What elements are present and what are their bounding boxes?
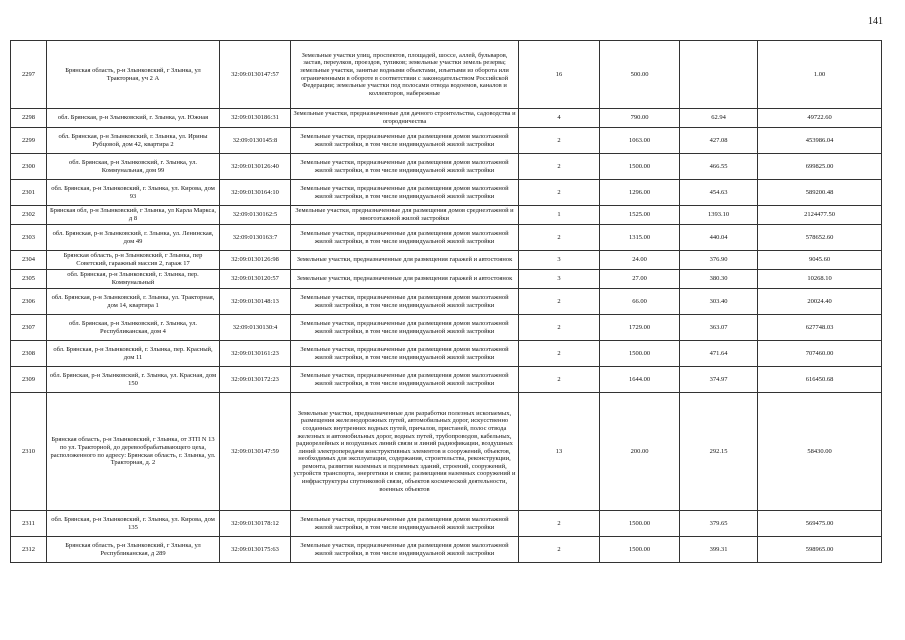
address-cell: обл. Брянская, р-н Злынковский, г. Злынка, ул. Ленинская, дом 49: [47, 225, 220, 251]
cadastral-value-cell: 616450.68: [758, 367, 882, 393]
address-cell: обл. Брянская, р-н Злынковский, г. Злынка, ул. Кирова, дом 93: [47, 180, 220, 206]
cadastral-number-cell: 32:09:0130130:4: [220, 315, 291, 341]
use-code-cell: 2: [519, 180, 600, 206]
address-cell: Брянская область, р-н Злынковский, г Злынка, ул Республиканская, д 289: [47, 537, 220, 563]
row-number-cell: 2312: [11, 537, 47, 563]
specific-value-cell: 292.15: [680, 393, 758, 511]
specific-value-cell: 303.40: [680, 289, 758, 315]
cadastral-value-cell: 589200.48: [758, 180, 882, 206]
specific-value-cell: 380.30: [680, 270, 758, 289]
cadastral-number-cell: 32:09:0130161:23: [220, 341, 291, 367]
cadastral-number-cell: 32:09:0130148:13: [220, 289, 291, 315]
specific-value-cell: 374.97: [680, 367, 758, 393]
table-row: [11, 180, 882, 206]
row-number-cell: 2305: [11, 270, 47, 289]
row-number-cell: 2306: [11, 289, 47, 315]
table-row: [11, 251, 882, 270]
cadastral-value-cell: 627748.03: [758, 315, 882, 341]
area-cell: 1500.00: [600, 511, 680, 537]
land-use-cell: Земельные участки, предназначенные для размещения гаражей и автостоянок: [291, 270, 519, 289]
use-code-cell: 1: [519, 206, 600, 225]
cadastral-value-cell: 578652.60: [758, 225, 882, 251]
land-use-cell: Земельные участки, предназначенные для размещения домов малоэтажной жилой застройки, в том числе индивидуальной жилой застройки: [291, 180, 519, 206]
area-cell: 1729.00: [600, 315, 680, 341]
cadastral-value-cell: 699825.00: [758, 154, 882, 180]
table-row: [11, 270, 882, 289]
area-cell: 27.00: [600, 270, 680, 289]
use-code-cell: 2: [519, 315, 600, 341]
cadastral-value-cell: 20024.40: [758, 289, 882, 315]
address-cell: Брянская область, р-н Злынковский, г Злынка, пер Советский, гаражный массив 2, гараж 17: [47, 251, 220, 270]
row-number-cell: 2302: [11, 206, 47, 225]
use-code-cell: 13: [519, 393, 600, 511]
address-cell: обл. Брянская, р-н Злынковский, г. Злынка, ул. Красная, дом 150: [47, 367, 220, 393]
address-cell: обл. Брянская, р-н Злынковский, г. Злынка, пер. Красный, дом 11: [47, 341, 220, 367]
use-code-cell: 3: [519, 251, 600, 270]
cadastral-number-cell: 32:09:0130178:12: [220, 511, 291, 537]
cadastral-number-cell: 32:09:0130175:63: [220, 537, 291, 563]
area-cell: 1500.00: [600, 341, 680, 367]
land-use-cell: Земельные участки, предназначенные для размещения домов малоэтажной жилой застройки, в том числе индивидуальной жилой застройки: [291, 511, 519, 537]
use-code-cell: 16: [519, 41, 600, 109]
specific-value-cell: 454.63: [680, 180, 758, 206]
land-use-cell: Земельные участки, предназначенные для размещения домов малоэтажной жилой застройки, в том числе индивидуальной жилой застройки: [291, 225, 519, 251]
row-number-cell: 2301: [11, 180, 47, 206]
specific-value-cell: 62.94: [680, 109, 758, 128]
address-cell: Брянская область, р-н Злынковский, г Злынка, ул Тракторная, уч 2 А: [47, 41, 220, 109]
cadastral-value-cell: 598965.00: [758, 537, 882, 563]
cadastral-number-cell: 32:09:0130126:98: [220, 251, 291, 270]
area-cell: 1500.00: [600, 154, 680, 180]
cadastral-value-cell: 453986.04: [758, 128, 882, 154]
specific-value-cell: 427.08: [680, 128, 758, 154]
area-cell: 500.00: [600, 41, 680, 109]
row-number-cell: 2310: [11, 393, 47, 511]
land-use-cell: Земельные участки, предназначенные для размещения домов малоэтажной жилой застройки, в том числе индивидуальной жилой застройки: [291, 289, 519, 315]
table-body: [11, 41, 882, 563]
row-number-cell: 2303: [11, 225, 47, 251]
cadastral-number-cell: 32:09:0130164:10: [220, 180, 291, 206]
specific-value-cell: 471.64: [680, 341, 758, 367]
land-use-cell: Земельные участки, предназначенные для размещения домов малоэтажной жилой застройки, в том числе индивидуальной жилой застройки: [291, 367, 519, 393]
cadastral-value-cell: 10268.10: [758, 270, 882, 289]
land-use-cell: Земельные участки, предназначенные для размещения гаражей и автостоянок: [291, 251, 519, 270]
cadastral-number-cell: 32:09:0130186:31: [220, 109, 291, 128]
area-cell: 1315.00: [600, 225, 680, 251]
table-row: [11, 109, 882, 128]
specific-value-cell: 399.31: [680, 537, 758, 563]
table-row: [11, 225, 882, 251]
table-row: [11, 367, 882, 393]
table-row: [11, 128, 882, 154]
land-use-cell: Земельные участки, предназначенные для размещения домов малоэтажной жилой застройки, в том числе индивидуальной жилой застройки: [291, 128, 519, 154]
specific-value-cell: [680, 41, 758, 109]
use-code-cell: 2: [519, 511, 600, 537]
area-cell: 1644.00: [600, 367, 680, 393]
row-number-cell: 2311: [11, 511, 47, 537]
specific-value-cell: 466.55: [680, 154, 758, 180]
table-row: [11, 41, 882, 109]
use-code-cell: 2: [519, 225, 600, 251]
table-row: [11, 511, 882, 537]
cadastral-number-cell: 32:09:0130172:23: [220, 367, 291, 393]
cadastral-value-cell: 569475.00: [758, 511, 882, 537]
use-code-cell: 2: [519, 341, 600, 367]
cadastral-value-cell: 2124477.50: [758, 206, 882, 225]
cadastral-value-cell: 58430.00: [758, 393, 882, 511]
address-cell: Брянская обл, р-н Злынковский, г Злынка, ул Карла Маркса, д 8: [47, 206, 220, 225]
specific-value-cell: 379.65: [680, 511, 758, 537]
cadastral-number-cell: 32:09:0130120:57: [220, 270, 291, 289]
address-cell: Брянская область, р-н Злынковский, г Злынка, от ЗТП N 13 по ул. Тракторной, до деревообрабатывающего цеха, расположенного по адресу: Брянская область, г. Злынка, ул. Тракторная, д. 2: [47, 393, 220, 511]
row-number-cell: 2300: [11, 154, 47, 180]
land-use-cell: Земельные участки, предназначенные для размещения домов малоэтажной жилой застройки, в том числе индивидуальной жилой застройки: [291, 341, 519, 367]
table-row: [11, 154, 882, 180]
address-cell: обл. Брянская, р-н Злынковский, г. Злынка, ул. Коммунальная, дом 99: [47, 154, 220, 180]
table-row: [11, 289, 882, 315]
area-cell: 1296.00: [600, 180, 680, 206]
land-use-cell: Земельные участки, предназначенные для дачного строительства, садоводства и огородничества: [291, 109, 519, 128]
area-cell: 200.00: [600, 393, 680, 511]
row-number-cell: 2308: [11, 341, 47, 367]
use-code-cell: 3: [519, 270, 600, 289]
row-number-cell: 2309: [11, 367, 47, 393]
page-number: 141: [868, 16, 883, 27]
address-cell: обл. Брянская, р-н Злынковский, г. Злынка, ул. Южная: [47, 109, 220, 128]
cadastral-table: [10, 40, 882, 563]
row-number-cell: 2298: [11, 109, 47, 128]
address-cell: обл. Брянская, р-н Злынковский, г. Злынка, пер. Коммунальный: [47, 270, 220, 289]
cadastral-value-cell: 707460.00: [758, 341, 882, 367]
specific-value-cell: 376.90: [680, 251, 758, 270]
address-cell: обл. Брянская, р-н Злынковский, г. Злынка, ул. Республиканская, дом 4: [47, 315, 220, 341]
row-number-cell: 2297: [11, 41, 47, 109]
cadastral-value-cell: 1.00: [758, 41, 882, 109]
land-use-cell: Земельные участки, предназначенные для разработки полезных ископаемых, размещения железнодорожных путей, автомобильных дорог, искусственно созданных внутренних водных путей, причалов, пристаней, полос отвода железных и автомобильных дорог, водных путей, трубопроводов, кабельных, радиорелейных и воздушных линий связи и линий радиофикации, воздушных линий электропередачи конструктивных элементов и сооружений, объектов, необходимых для эксплуатации, содержания, строительства, реконструкции, ремонта, развития наземных и подземных зданий, строений, сооружений, устройств транспорта, энергетики и связи; размещения наземных сооружений и инфраструктуры спутниковой связи, объектов космической деятельности, военных объектов: [291, 393, 519, 511]
land-use-cell: Земельные участки, предназначенные для размещения домов среднеэтажной и многоэтажной жилой застройки: [291, 206, 519, 225]
area-cell: 1525.00: [600, 206, 680, 225]
area-cell: 1063.00: [600, 128, 680, 154]
row-number-cell: 2307: [11, 315, 47, 341]
address-cell: обл. Брянская, р-н Злынковский, г. Злынка, ул. Тракторная, дом 14, квартира 1: [47, 289, 220, 315]
land-use-cell: Земельные участки, предназначенные для размещения домов малоэтажной жилой застройки, в том числе индивидуальной жилой застройки: [291, 315, 519, 341]
address-cell: обл. Брянская, р-н Злынковский, г. Злынка, ул. Кирова, дом 135: [47, 511, 220, 537]
use-code-cell: 4: [519, 109, 600, 128]
use-code-cell: 2: [519, 128, 600, 154]
table-row: [11, 341, 882, 367]
table-row: [11, 315, 882, 341]
specific-value-cell: 363.07: [680, 315, 758, 341]
use-code-cell: 2: [519, 289, 600, 315]
area-cell: 790.00: [600, 109, 680, 128]
land-use-cell: Земельные участки, предназначенные для размещения домов малоэтажной жилой застройки, в том числе индивидуальной жилой застройки: [291, 537, 519, 563]
use-code-cell: 2: [519, 537, 600, 563]
cadastral-number-cell: 32:09:0130147:59: [220, 393, 291, 511]
cadastral-number-cell: 32:09:0130147:57: [220, 41, 291, 109]
specific-value-cell: 1393.10: [680, 206, 758, 225]
land-use-cell: Земельные участки улиц, проспектов, площадей, шоссе, аллей, бульваров, застав, переулков, проездов, тупиков; земельные участки земель резерва; земельные участки, занятые водными объектами, изъятыми из оборота или ограниченными в обороте в соответствии с законодательством Российской Федерации; земельные участки под полосами отвода водоемов, каналов и коллекторов, набережные: [291, 41, 519, 109]
table-row: [11, 206, 882, 225]
cadastral-number-cell: 32:09:0130162:5: [220, 206, 291, 225]
land-use-cell: Земельные участки, предназначенные для размещения домов малоэтажной жилой застройки, в том числе индивидуальной жилой застройки: [291, 154, 519, 180]
specific-value-cell: 440.04: [680, 225, 758, 251]
cadastral-number-cell: 32:09:0130145:8: [220, 128, 291, 154]
area-cell: 1500.00: [600, 537, 680, 563]
row-number-cell: 2304: [11, 251, 47, 270]
area-cell: 66.00: [600, 289, 680, 315]
cadastral-value-cell: 49722.60: [758, 109, 882, 128]
area-cell: 24.00: [600, 251, 680, 270]
row-number-cell: 2299: [11, 128, 47, 154]
table-row: [11, 537, 882, 563]
use-code-cell: 2: [519, 367, 600, 393]
cadastral-value-cell: 9045.60: [758, 251, 882, 270]
cadastral-number-cell: 32:09:0130126:40: [220, 154, 291, 180]
address-cell: обл. Брянская, р-н Злынковский, г. Злынка, ул. Ирины Рубцовой, дом 42, квартира 2: [47, 128, 220, 154]
use-code-cell: 2: [519, 154, 600, 180]
table-row: [11, 393, 882, 511]
cadastral-number-cell: 32:09:0130163:7: [220, 225, 291, 251]
